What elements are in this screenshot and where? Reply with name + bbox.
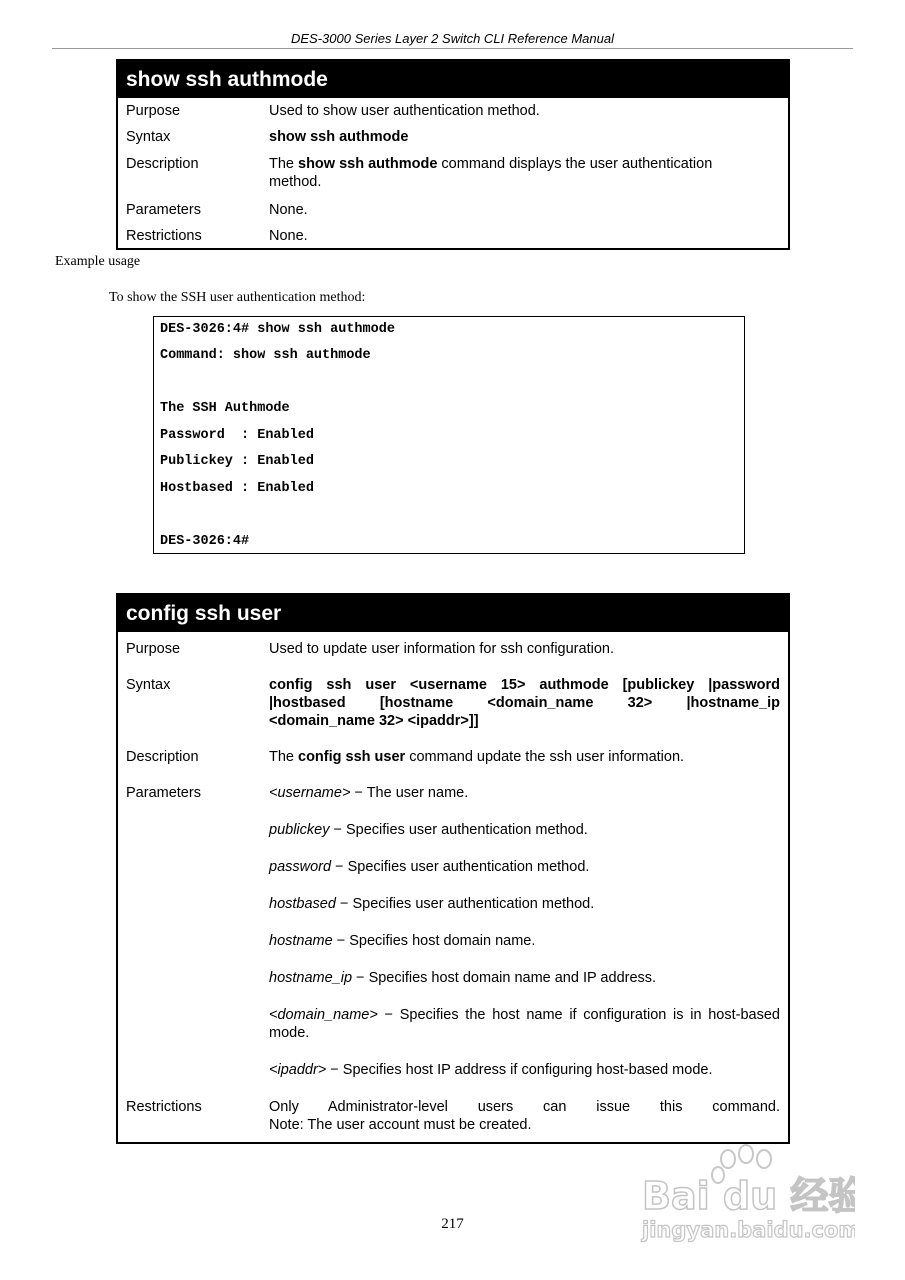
- param-item: [269, 1061, 780, 1097]
- page-header-title: DES-3000 Series Layer 2 Switch CLI Reference Manual: [291, 31, 614, 46]
- example-usage-heading: Example usage: [55, 254, 141, 269]
- param-term: <ipaddr>: [269, 1062, 327, 1078]
- param-text: Specifies user authentication method.: [347, 859, 590, 875]
- syntax-line: config ssh user <username 15> authmode [publickey |password: [269, 677, 780, 693]
- param-term: hostname_ip: [269, 970, 353, 986]
- param-term: password: [269, 859, 332, 875]
- param-text: Specifies user authentication method.: [345, 822, 588, 838]
- row-value: None.: [269, 202, 308, 218]
- example-intro: To show the SSH user authentication method:: [109, 290, 366, 305]
- param-text: The user name.: [366, 785, 469, 801]
- row-restrictions: [118, 223, 788, 248]
- code-example-box: [153, 316, 745, 554]
- param-item: [269, 969, 780, 1006]
- param-item: [269, 784, 780, 821]
- row-parameters: [118, 196, 788, 223]
- row-label: Parameters: [126, 785, 201, 801]
- row-syntax: [118, 668, 788, 740]
- desc-line2: method.: [269, 174, 322, 190]
- row-label: Syntax: [126, 677, 171, 693]
- row-value: Used to show user authentication method.: [269, 103, 540, 119]
- row-label: Description: [126, 749, 199, 765]
- row-value: show ssh authmode: [269, 129, 409, 145]
- show-ssh-authmode-table: [116, 59, 790, 250]
- param-dash: −: [377, 1007, 400, 1023]
- param-item: [269, 858, 780, 895]
- param-item: [269, 895, 780, 932]
- desc-prefix: The: [269, 749, 299, 765]
- paw-logo-icon: [640, 1143, 855, 1243]
- code-line: Publickey : Enabled: [160, 454, 314, 469]
- param-text: Specifies the host name if configuration is in host-based: [399, 1007, 780, 1023]
- code-line: Command: show ssh authmode: [160, 348, 371, 363]
- param-term: <domain_name>: [269, 1007, 378, 1023]
- param-term: hostname: [269, 933, 333, 949]
- code-line: Hostbased : Enabled: [160, 481, 314, 496]
- param-term: hostbased: [269, 896, 336, 912]
- param-text-line2: mode.: [269, 1025, 310, 1041]
- param-item: [269, 1006, 780, 1061]
- row-value: [269, 784, 788, 1097]
- row-label: Restrictions: [126, 228, 202, 244]
- desc-prefix: The: [269, 156, 299, 172]
- row-label: Description: [126, 156, 199, 172]
- row-value: [269, 748, 788, 766]
- param-text: Specifies host IP address if configuring host-based mode.: [342, 1062, 713, 1078]
- row-value: [269, 676, 788, 730]
- code-line: DES-3026:4#: [160, 534, 250, 549]
- param-dash: −: [350, 785, 367, 801]
- param-dash: −: [326, 1062, 343, 1078]
- param-item: [269, 821, 780, 858]
- syntax-line: <domain_name 32> <ipaddr>]]: [269, 713, 479, 729]
- row-label: Parameters: [126, 202, 201, 218]
- row-purpose: [118, 632, 788, 668]
- desc-command: show ssh authmode: [298, 156, 438, 172]
- code-line: DES-3026:4# show ssh authmode: [160, 322, 395, 337]
- row-description: [118, 740, 788, 776]
- code-line: The SSH Authmode: [160, 401, 290, 416]
- param-item: [269, 932, 780, 969]
- row-description: [118, 152, 788, 196]
- watermark-url: jingyan.baidu.com: [642, 1218, 855, 1242]
- row-purpose: [118, 98, 788, 125]
- row-value: [269, 1098, 788, 1134]
- desc-command: config ssh user: [298, 749, 406, 765]
- desc-suffix: command displays the user authentication: [437, 156, 713, 172]
- desc-suffix: command update the ssh user information.: [405, 749, 685, 765]
- restrictions-line: Only Administrator-level users can issue this command.: [269, 1099, 780, 1115]
- config-ssh-user-table: [116, 593, 790, 1144]
- header-divider: [52, 48, 853, 49]
- param-dash: −: [332, 933, 350, 949]
- param-text: Specifies host domain name and IP address.: [368, 970, 657, 986]
- param-dash: −: [331, 859, 348, 875]
- row-value: None.: [269, 228, 308, 244]
- row-label: Syntax: [126, 129, 171, 145]
- page-number: 217: [441, 1216, 464, 1232]
- param-dash: −: [352, 970, 369, 986]
- syntax-line: |hostbased [hostname <domain_name 32> |hostname_ip: [269, 695, 780, 711]
- baidu-jingyan-watermark: [640, 1143, 855, 1243]
- row-label: Purpose: [126, 641, 181, 657]
- param-dash: −: [335, 896, 353, 912]
- table-title: show ssh authmode: [118, 61, 788, 98]
- row-value: Used to update user information for ssh configuration.: [269, 641, 614, 657]
- restrictions-line: Note: The user account must be created.: [269, 1117, 532, 1133]
- table-title: config ssh user: [118, 595, 788, 632]
- row-parameters: [118, 776, 788, 1097]
- row-label: Purpose: [126, 103, 181, 119]
- param-text: Specifies host domain name.: [349, 933, 536, 949]
- param-term: <username>: [269, 785, 351, 801]
- param-term: publickey: [269, 822, 330, 838]
- row-restrictions: [118, 1097, 788, 1142]
- param-dash: −: [329, 822, 346, 838]
- row-label: Restrictions: [126, 1099, 202, 1115]
- param-text: Specifies user authentication method.: [352, 896, 595, 912]
- row-syntax: [118, 125, 788, 152]
- row-value: [269, 155, 788, 191]
- watermark-brand: Bai du 经验: [642, 1174, 855, 1218]
- code-line: Password : Enabled: [160, 428, 314, 443]
